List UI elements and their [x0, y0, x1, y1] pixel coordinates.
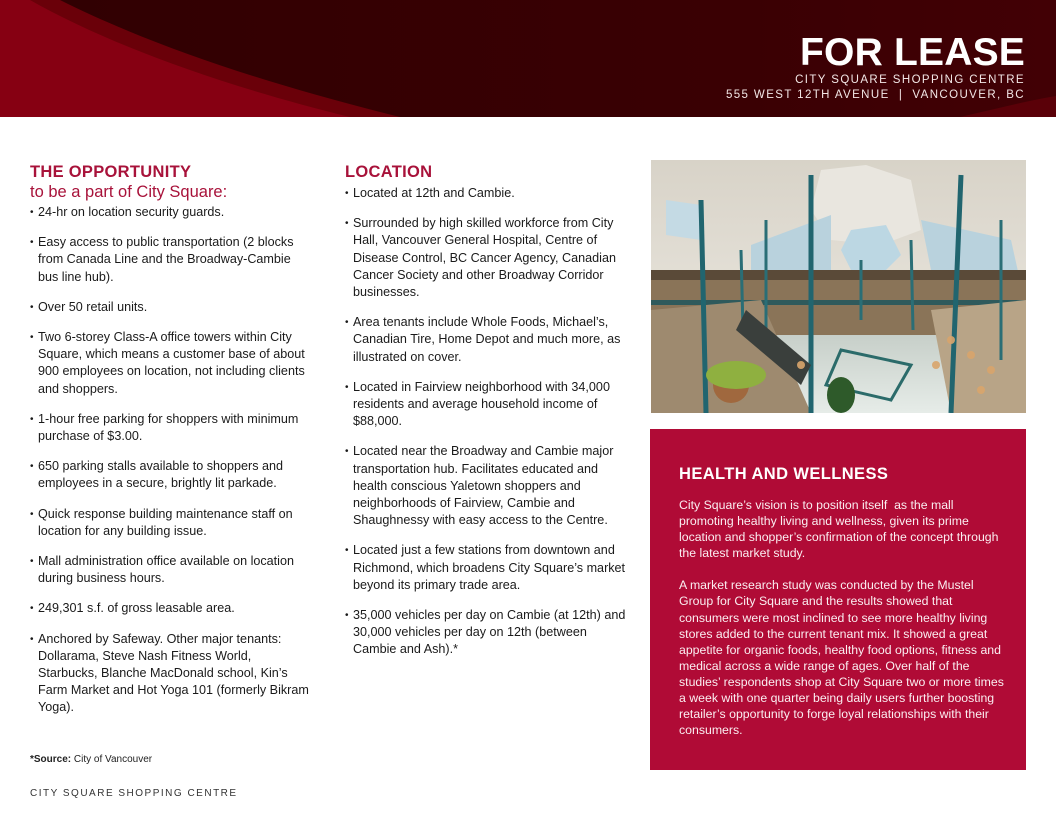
- opportunity-subheading: to be a part of City Square:: [30, 183, 228, 201]
- wellness-paragraph: City Square’s vision is to position itself as the mall promoting healthy living and wellness, given its prime location and shopper’s confirmation of the concept through the latest market study.: [679, 498, 1002, 561]
- list-item: • 35,000 vehicles per day on Cambie (at 12th) and 30,000 vehicles per day on 12th (between Cambie and Ash).*: [345, 607, 630, 659]
- location-heading: LOCATION: [345, 163, 433, 181]
- wellness-heading: HEALTH AND WELLNESS: [679, 465, 889, 483]
- opportunity-list: [30, 204, 310, 717]
- source-footnote: [30, 754, 152, 765]
- list-item: • 249,301 s.f. of gross leasable area.: [30, 600, 310, 617]
- source-label: *Source:: [30, 754, 72, 765]
- list-item: • Easy access to public transportation (2 blocks from Canada Line and the Broadway-Cambie bus line hub).: [30, 234, 310, 286]
- list-item: • Quick response building maintenance staff on location for any building issue.: [30, 506, 310, 540]
- wellness-paragraph: A market research study was conducted by the Mustel Group for City Square and the results showed that consumers were most inclined to see more healthy living stores added to the current tenant mix. It showed a great appetite for organic foods, healthy food options, fitness and medical across a wide range of ages. Over half of the studies’ respondents shop at City Square two or more times a week with one quarter being daily users further boosting retailer’s opportunity to forge loyal relationships with their consumers.: [679, 578, 1004, 738]
- list-item: • Located just a few stations from downtown and Richmond, which broadens City Square’s market beyond its primary trade area.: [345, 542, 630, 594]
- list-item: • Anchored by Safeway. Other major tenants: Dollarama, Steve Nash Fitness World, Starbucks, Blanche MacDonald school, Kin’s Farm Market and Hot Yoga 101 (formerly Bikram Yoga).: [30, 631, 310, 717]
- list-item: • Mall administration office available on location during business hours.: [30, 553, 310, 587]
- property-name: CITY SQUARE SHOPPING CENTRE: [795, 74, 1025, 86]
- page-title: FOR LEASE: [800, 31, 1025, 74]
- list-item: • 24-hr on location security guards.: [30, 204, 310, 221]
- opportunity-heading: THE OPPORTUNITY: [30, 163, 192, 181]
- list-item: • Two 6-storey Class-A office towers within City Square, which means a customer base of about 900 employees on location, not including clients and shoppers.: [30, 329, 310, 398]
- mall-interior-photo: [651, 160, 1026, 413]
- list-item: • Surrounded by high skilled workforce from City Hall, Vancouver General Hospital, Centre of Disease Control, BC Cancer Agency, Canadian Cancer Society and other Broadway Corridor businesses.: [345, 215, 630, 301]
- location-section: [345, 162, 630, 672]
- list-item: • Located near the Broadway and Cambie major transportation hub. Facilitates educated and health conscious Yaletown shoppers and neighborhoods of Fairview, Cambie and Shaughnessy with easy access to the Centre.: [345, 443, 630, 529]
- list-item: • Over 50 retail units.: [30, 299, 310, 316]
- property-address: 555 WEST 12TH AVENUE | VANCOUVER, BC: [725, 89, 1025, 101]
- header-banner: [0, 0, 1056, 117]
- source-text: City of Vancouver: [71, 754, 153, 765]
- footer-brand: CITY SQUARE SHOPPING CENTRE: [30, 788, 238, 799]
- opportunity-section: [30, 162, 310, 730]
- location-list: [345, 185, 630, 659]
- health-wellness-panel: [650, 429, 1026, 770]
- list-item: • 1-hour free parking for shoppers with minimum purchase of $3.00.: [30, 411, 310, 445]
- list-item: • Area tenants include Whole Foods, Michael’s, Canadian Tire, Home Depot and much more, as illustrated on cover.: [345, 314, 630, 366]
- list-item: • 650 parking stalls available to shoppers and employees in a secure, brightly lit parkade.: [30, 458, 310, 492]
- mall-atrium-illustration: [651, 160, 1026, 413]
- list-item: • Located in Fairview neighborhood with 34,000 residents and average household income of $88,000.: [345, 379, 630, 431]
- list-item: • Located at 12th and Cambie.: [345, 185, 630, 202]
